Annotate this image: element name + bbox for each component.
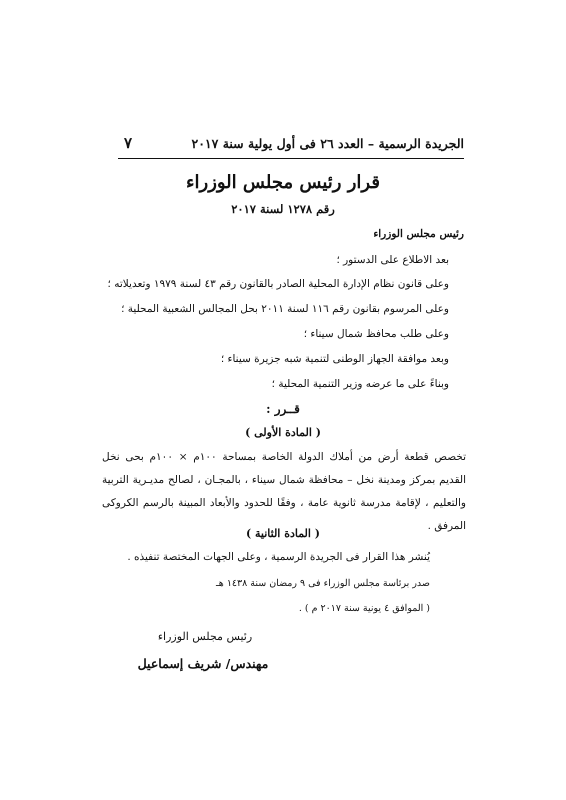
issued-line-1: صدر برئاسة مجلس الوزراء فى ٩ رمضان سنة ١٤٣٨ هـ bbox=[215, 578, 430, 589]
preamble-line: وعلى المرسوم بقانون رقم ١١٦ لسنة ٢٠١١ بحل المجالس الشعبية المحلية ؛ bbox=[121, 303, 449, 315]
preamble-line: بعد الاطلاع على الدستور ؛ bbox=[336, 254, 449, 266]
article-2-heading: ( المادة الثانية ) bbox=[245, 527, 321, 540]
signature-title: رئيس مجلس الوزراء bbox=[157, 630, 253, 643]
preamble-line: وبعد موافقة الجهاز الوطنى لتنمية شبه جزيرة سيناء ؛ bbox=[220, 353, 449, 365]
decided-heading: قــرر : bbox=[266, 402, 300, 416]
page-header bbox=[118, 136, 464, 159]
gazette-header-title: الجريدة الرسمية – العدد ٢٦ فى أول يولية سنة ٢٠١٧ bbox=[191, 136, 464, 151]
preamble-line: وبناءً على ما عرضه وزير التنمية المحلية ؛ bbox=[271, 378, 449, 390]
preamble-line: وعلى طلب محافظ شمال سيناء ؛ bbox=[303, 328, 449, 340]
article-1-text: تخصص قطعة أرض من أملاك الدولة الخاصة بمساحة ١٠٠م × ١٠٠م بحى نخل القديم بمركز ومدينة نخل – محافظة شمال سيناء ، بالمجـان ، لصالح مديـرية التربية والتعليم ، لإقامة مدرسة ثانوية عامة ، وفقًا للحدود والأبعاد المبينة بالرسم الكروكى المرفق . bbox=[102, 451, 466, 532]
page-number: ٧ bbox=[124, 134, 133, 152]
article-2-text: يُنشر هذا القرار فى الجريدة الرسمية ، وعلى الجهات المختصة تنفيذه . bbox=[127, 551, 430, 563]
preamble-line: وعلى قانون نظام الإدارة المحلية الصادر بالقانون رقم ٤٣ لسنة ١٩٧٩ وتعديلاته ؛ bbox=[107, 278, 449, 290]
decree-title: قرار رئيس مجلس الوزراء bbox=[186, 172, 380, 193]
decree-number: رقم ١٢٧٨ لسنة ٢٠١٧ bbox=[231, 202, 335, 216]
decree-issuer: رئيس مجلس الوزراء bbox=[373, 228, 464, 240]
issued-line-2: ( الموافق ٤ يونية سنة ٢٠١٧ م ) . bbox=[298, 603, 430, 614]
article-1-heading: ( المادة الأولى ) bbox=[245, 426, 321, 439]
signature-name: مهندس/ شريف إسماعيل bbox=[137, 656, 269, 671]
